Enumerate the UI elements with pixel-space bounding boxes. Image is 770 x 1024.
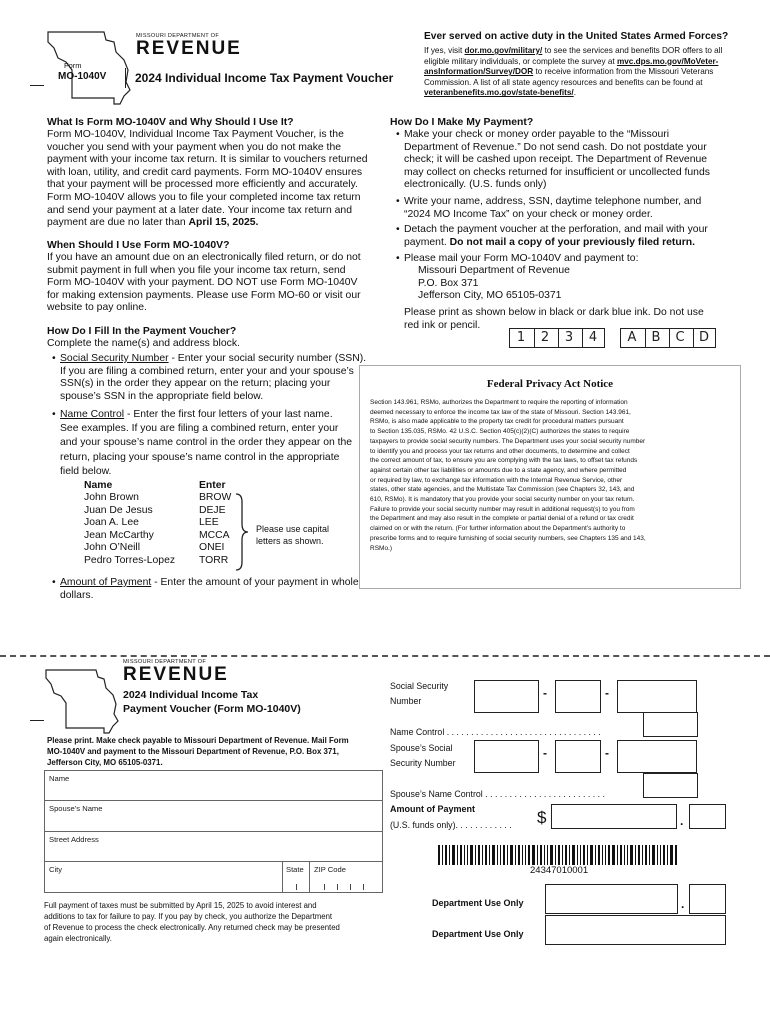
spouse-name-field[interactable]: Spouse’s Name (45, 801, 382, 832)
street-address-field[interactable]: Street Address (45, 832, 382, 862)
revenue-logo: REVENUE (136, 38, 242, 59)
examples-name-header: Name (84, 480, 113, 491)
spouse-name-control-label: Spouse’s Name Control . . . . . . . . . . . . . . . . . . . . . . . . . (390, 789, 605, 799)
spouse-ssn-part-3[interactable] (617, 740, 697, 773)
missouri-state-outline-icon (42, 668, 124, 738)
amount-instruction: • Amount of Payment - Enter the amount of your payment in whole dollars. (60, 577, 382, 602)
voucher-dept-label: MISSOURI DEPARTMENT OF (123, 659, 207, 665)
privacy-notice-box (359, 365, 741, 589)
spouse-ssn-label: Spouse’s Social Security Number (390, 743, 456, 768)
dept-use-field-1 (545, 884, 678, 914)
heading-how-fill: How Do I Fill In the Payment Voucher? (47, 326, 237, 337)
privacy-text: Section 143.961, RSMo, authorizes the Department to require the reporting of information deemed necessary to enforce the income tax law of the state of Missouri. Section 143.961, RSMo, is also made applicable to the property tax credit for procedural matters pursuant to Section 135.035, RSMo. 42 U.S.C. Section 405(c)(2)(C) authorizes the states to require taxpayers to provide social security numbers. The Department uses your social security number to identify you and process your tax returns and other documents, to determine and collect the correct amount of tax, to ensure you are complying with the tax laws, to offset tax refunds against certain other tax liabilities or amounts due to a state agency, and where permitted or required by law, to exchange tax information with the Internal Revenue Service, other states, other state agencies, and the Multistate Tax Commission (see Chapters 32, 143, and 610, RSMo). It is mandatory that you provide your social security number on your tax return. Failure to provide your social security number may result in additional request(s) to you from the Department and may also result in the complete or partial denial of a refund or tax credit claimed on or with the return. (For further information about the Department’s authority to prescribe forms and to require furnishing of social security numbers, see Chapters 135 and 143, RSMo.) (370, 399, 646, 552)
pay-bullet-4: • Please mail your Form MO-1040V and payment to: (404, 253, 734, 266)
pay-bullet-2: • Write your name, address, SSN, daytime telephone number, and “2024 MO Income Tax” on your check or money order. (404, 196, 734, 221)
dept-use-label-2: Department Use Only (432, 929, 524, 939)
veteran-survey-link[interactable]: mvc.dps.mo.gov/MoVeter- (616, 56, 719, 66)
ssn-part-1[interactable] (474, 680, 539, 713)
caps-note: Please use capital letters as shown. (256, 524, 330, 546)
spouse-name-control-field[interactable] (643, 773, 698, 798)
state-field[interactable]: State (282, 862, 310, 892)
dollar-sign: $ (537, 808, 547, 827)
name-control-instruction: • Name Control - Enter the first four letters of your last name. See examples. If you are filing a combined return, enter your and your spouse’s name control in the order they appear on the return, placing your spouse’s name control in the appropriate field below. (60, 408, 382, 479)
heading-when: When Should I Use Form MO-1040V? (47, 240, 230, 251)
voucher-instructions: Please print. Make check payable to Missouri Department of Revenue. Mail Form MO-1040V and payment to the Missouri Department of Revenue, P.O. Box 371, Jefferson City, MO 65105-0371. (47, 736, 349, 767)
para-when: If you have an amount due on an electronically filed return, or do not submit payment in full when you file your income tax return, send Form MO-1040V with your payment. DO NOT use Form MO-1040V for making extension payments. Please use Form MO-60 or visit our website to pay online. (47, 252, 361, 314)
dept-label: MISSOURI DEPARTMENT OF (136, 33, 220, 39)
amount-decimal-point: . (680, 814, 684, 828)
examples-names: John Brown Juan De Jesus Joan A. Lee Jean McCarthy John O’Neill Pedro Torres-Lopez (84, 492, 176, 566)
spouse-ssn-dash-2: - (605, 746, 609, 760)
heading-what-is: What Is Form MO-1040V and Why Should I Use It? (47, 117, 294, 128)
city-field[interactable]: City (49, 865, 63, 874)
examples-codes: BROW DEJE LEE MCCA ONEI TORR (199, 492, 232, 566)
dept-use-cents-field (689, 884, 726, 914)
military-heading: Ever served on active duty in the United States Armed Forces? (424, 31, 729, 42)
amount-sublabel: (U.S. funds only). . . . . . . . . . . . (390, 820, 512, 830)
dept-use-decimal-point: . (681, 897, 685, 911)
barcode-icon (438, 845, 678, 865)
brace-icon (234, 492, 250, 572)
ssn-label: Social Security Number (390, 681, 449, 706)
military-text: If yes, visit dor.mo.gov/military/ to see the services and benefits DOR offers to all eligible military individuals, or complete the survey at mvc.dps.mo.gov/MoVeter- ansInformation/Survey/DOR to receive information from the Missouri Veterans Commission. A list of all state agency resources and benefits can be found at veteranbenefits.mo.gov/state-benefits/. (424, 46, 723, 98)
voucher-footer-note: Full payment of taxes must be submitted by April 15, 2025 to avoid interest and additions to tax for failure to pay. If you pay by check, you authorize the Department of Revenue to process the check electronically. Any returned check may be presented again electronically. (44, 901, 340, 943)
ink-sample-digits: 1 2 3 4 (509, 328, 605, 348)
amount-cents-field[interactable] (689, 804, 726, 829)
perforation-line (0, 655, 770, 657)
voucher-title: 2024 Individual Income Tax Payment Voucher (Form MO-1040V) (123, 689, 301, 715)
page-title: 2024 Individual Income Tax Payment Voucher (135, 71, 394, 85)
zip-code-field[interactable]: ZIP Code (310, 862, 382, 892)
examples-enter-header: Enter (199, 480, 226, 491)
ssn-part-2[interactable] (555, 680, 601, 713)
para-what-is: Form MO-1040V, Individual Income Tax Payment Voucher, is the voucher you send with your payment when you do not make the payment with your income tax return. It is similar to vouchers returned with loan, utility, and credit card payments. Form MO-1040V ensures that your payment will be processed more efficiently and accurately. Form MO-1040V allows you to file your completed income tax return and send your payment at a later date. Your income tax return and payment are due no later than April 15, 2025. (47, 129, 368, 229)
ink-instruction: Please print as shown below in black or dark blue ink. Do not use red ink or pencil. (404, 307, 704, 331)
form-number: MO-1040V (58, 71, 107, 82)
mailing-address: Missouri Department of Revenue P.O. Box 371 Jefferson City, MO 65105-0371 (418, 265, 570, 302)
amount-dollars-field[interactable] (551, 804, 677, 829)
ink-sample-letters: A B C D (620, 328, 716, 348)
missouri-state-outline-icon (44, 30, 136, 110)
para-complete: Complete the name(s) and address block. (47, 338, 240, 349)
spouse-ssn-part-1[interactable] (474, 740, 539, 773)
ssn-dash-1: - (543, 686, 547, 700)
ssn-part-3[interactable] (617, 680, 697, 713)
name-field[interactable]: Name (45, 771, 382, 801)
heading-how-pay: How Do I Make My Payment? (390, 117, 534, 128)
title-divider (125, 68, 126, 88)
name-control-field[interactable] (643, 712, 698, 737)
pay-bullet-1: • Make your check or money order payable to the “Missouri Department of Revenue.” Do not send cash. Do not postdate your check; it will be cashed upon receipt. The Department of Revenue may collect on checks returned for insufficient or uncollected funds electronically. (U.S. funds only) (404, 129, 734, 192)
name-control-label: Name Control . . . . . . . . . . . . . . . . . . . . . . . . . . . . . . . . (390, 727, 601, 737)
corner-mark (30, 85, 44, 86)
ssn-instruction: • Social Security Number - Enter your social security number (SSN). If you are filing a combined return, enter your and your spouse’s SSN(s) in the order they appear on the return; placing your spouse’s SSN in the appropriate field below. (60, 353, 382, 403)
spouse-ssn-dash-1: - (543, 746, 547, 760)
form-label: Form (64, 61, 82, 70)
dept-use-field-2 (545, 915, 726, 945)
pay-bullet-3: • Detach the payment voucher at the perforation, and mail with your payment. Do not mail a copy of your previously filed return. (404, 224, 734, 249)
address-block (44, 770, 383, 893)
barcode-number: 24347010001 (530, 865, 589, 876)
dept-use-label-1: Department Use Only (432, 898, 524, 908)
ssn-dash-2: - (605, 686, 609, 700)
privacy-title: Federal Privacy Act Notice (486, 378, 614, 390)
amount-label: Amount of Payment (390, 804, 476, 814)
state-benefits-link[interactable]: veteranbenefits.mo.gov/state-benefits/ (424, 88, 574, 98)
corner-mark (30, 720, 44, 721)
military-link[interactable]: dor.mo.gov/military/ (464, 46, 543, 55)
voucher-revenue-logo: REVENUE (123, 664, 229, 685)
spouse-ssn-part-2[interactable] (555, 740, 601, 773)
